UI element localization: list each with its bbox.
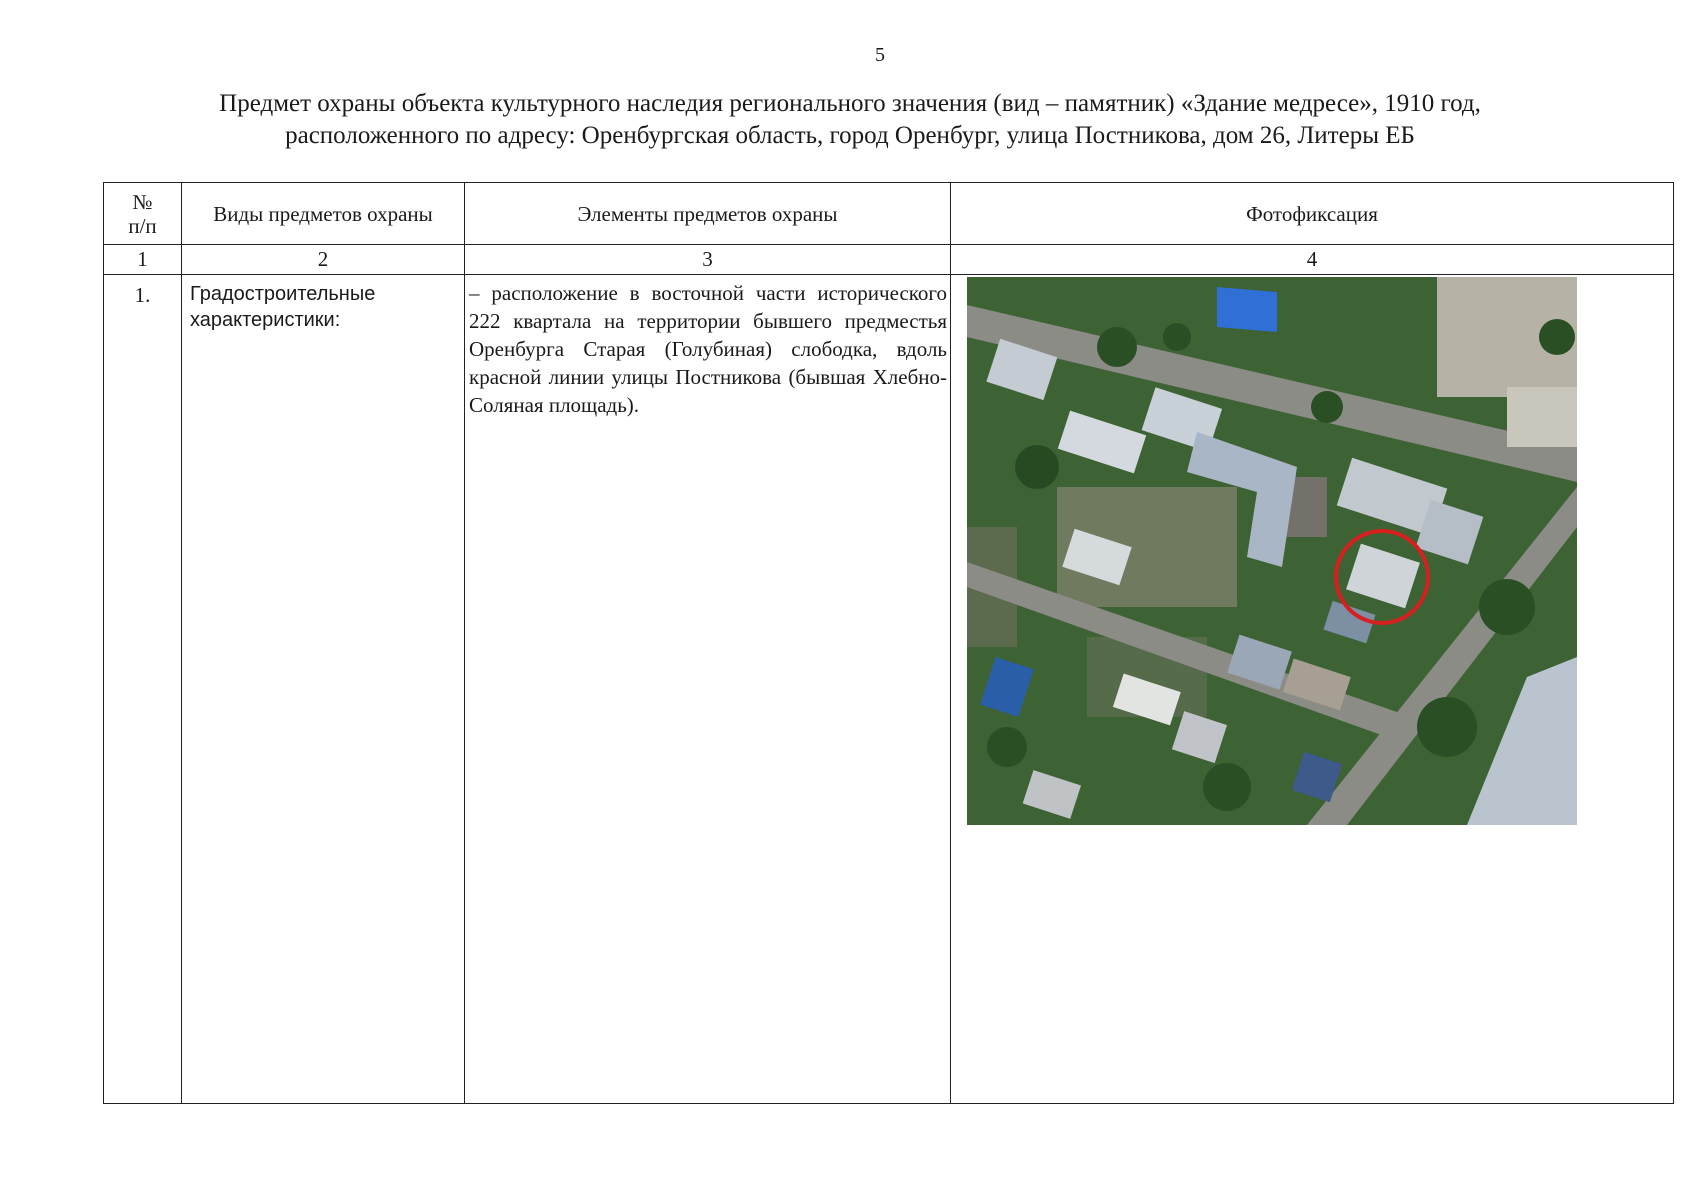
header-elements: Элементы предметов охраны xyxy=(465,183,951,245)
column-number-1: 1 xyxy=(104,245,182,275)
table-header-row xyxy=(104,183,1674,245)
title-line-2: расположенного по адресу: Оренбургская область, город Оренбург, улица Постникова, дом 26, Литеры ЕБ xyxy=(285,122,1415,149)
header-num xyxy=(104,183,182,245)
header-num-line-1: № xyxy=(132,189,153,214)
column-number-row xyxy=(104,245,1674,275)
column-number-3: 3 xyxy=(465,245,951,275)
column-number-4: 4 xyxy=(951,245,1674,275)
header-num-line-2: п/п xyxy=(128,213,157,238)
row-type: Градостроительные характеристики: xyxy=(182,275,465,1104)
row-photo-cell xyxy=(951,275,1674,1104)
document-title xyxy=(120,88,1580,152)
row-elements: – расположение в восточной части исторического 222 квартала на территории бывшего предместья Оренбурга Старая (Голубиная) слободка, вдоль красной линии улицы Постникова (бывшая Хлебно-Соляная площадь). xyxy=(465,275,951,1104)
page-number: 5 xyxy=(875,44,885,66)
row-number: 1. xyxy=(104,275,182,1104)
title-line-1: Предмет охраны объекта культурного наследия регионального значения (вид – памятник) «Здание медресе», 1910 год, xyxy=(219,90,1481,117)
protection-table xyxy=(103,182,1674,1104)
column-number-2: 2 xyxy=(182,245,465,275)
aerial-photo xyxy=(967,277,1577,825)
header-types: Виды предметов охраны xyxy=(182,183,465,245)
table-row xyxy=(104,275,1674,1104)
header-photo: Фотофиксация xyxy=(951,183,1674,245)
